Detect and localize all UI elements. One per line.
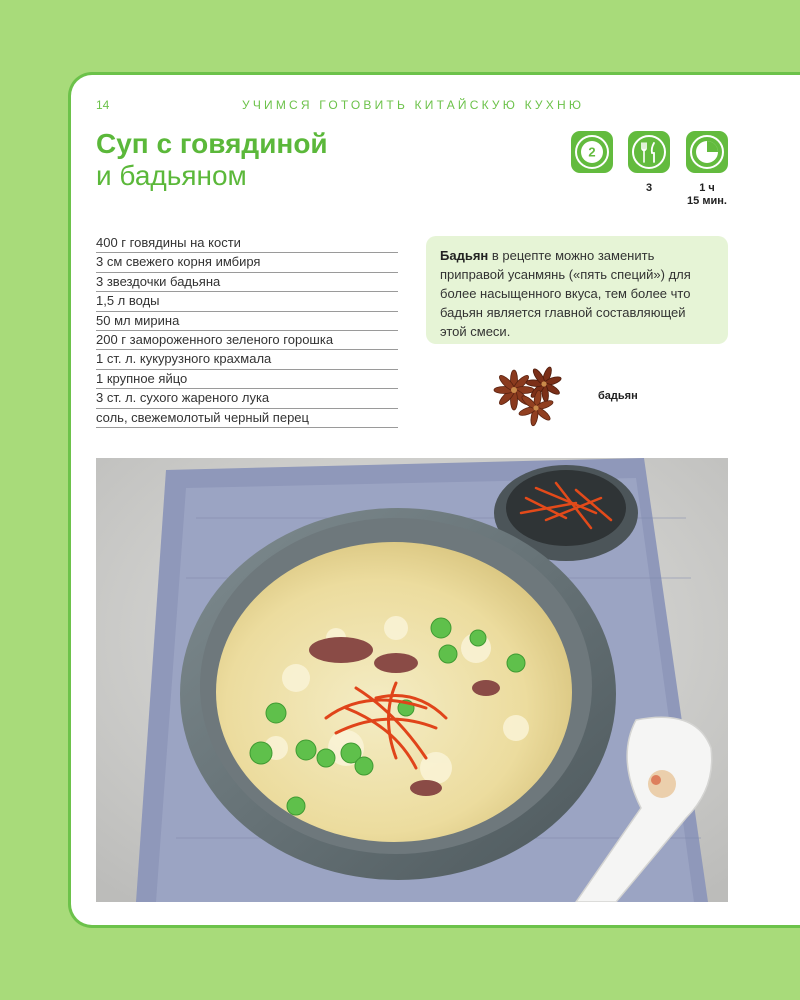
anise-caption: бадьян <box>598 390 638 402</box>
ingredient-item: 3 звездочки бадьяна <box>96 273 398 292</box>
recipe-title-line1: Суп с говядиной <box>96 128 328 159</box>
ingredient-item: 1,5 л воды <box>96 292 398 311</box>
ingredient-item: 3 ст. л. сухого жареного лука <box>96 389 398 408</box>
page-number: 14 <box>96 98 110 112</box>
ingredient-item: 50 мл мирина <box>96 312 398 331</box>
tip-box <box>426 236 728 344</box>
tip-highlight: Бадьян <box>440 248 489 263</box>
running-head: УЧИМСЯ ГОТОВИТЬ КИТАЙСКУЮ КУХНЮ <box>242 98 585 112</box>
difficulty-icon <box>571 131 613 173</box>
ingredient-item: 1 ст. л. кукурузного крахмала <box>96 350 398 369</box>
ingredient-item: 400 г говядины на кости <box>96 234 398 253</box>
clock-icon <box>686 131 728 173</box>
cutlery-icon <box>628 131 670 173</box>
time-minutes: 15 мин. <box>687 195 727 207</box>
recipe-title-line2: и бадьяном <box>96 160 247 191</box>
ingredient-item: 200 г замороженного зеленого горошка <box>96 331 398 350</box>
ingredient-item: 3 см свежего корня имбиря <box>96 253 398 272</box>
tip-text: в рецепте можно заменить приправой усанмянь («пять специй») для более насыщенного вкуса, тем более что бадьян является главной составляющей этой смеси. <box>440 248 691 339</box>
ingredient-item: 1 крупное яйцо <box>96 370 398 389</box>
ingredient-list <box>96 234 398 428</box>
time-value <box>672 182 742 208</box>
star-anise-image <box>484 362 576 428</box>
soup-photo <box>96 458 728 902</box>
time-hours: 1 ч <box>699 182 715 194</box>
difficulty-value: 2 <box>588 144 596 160</box>
ingredient-item: соль, свежемолотый черный перец <box>96 409 398 428</box>
servings-value: 3 <box>645 182 653 194</box>
